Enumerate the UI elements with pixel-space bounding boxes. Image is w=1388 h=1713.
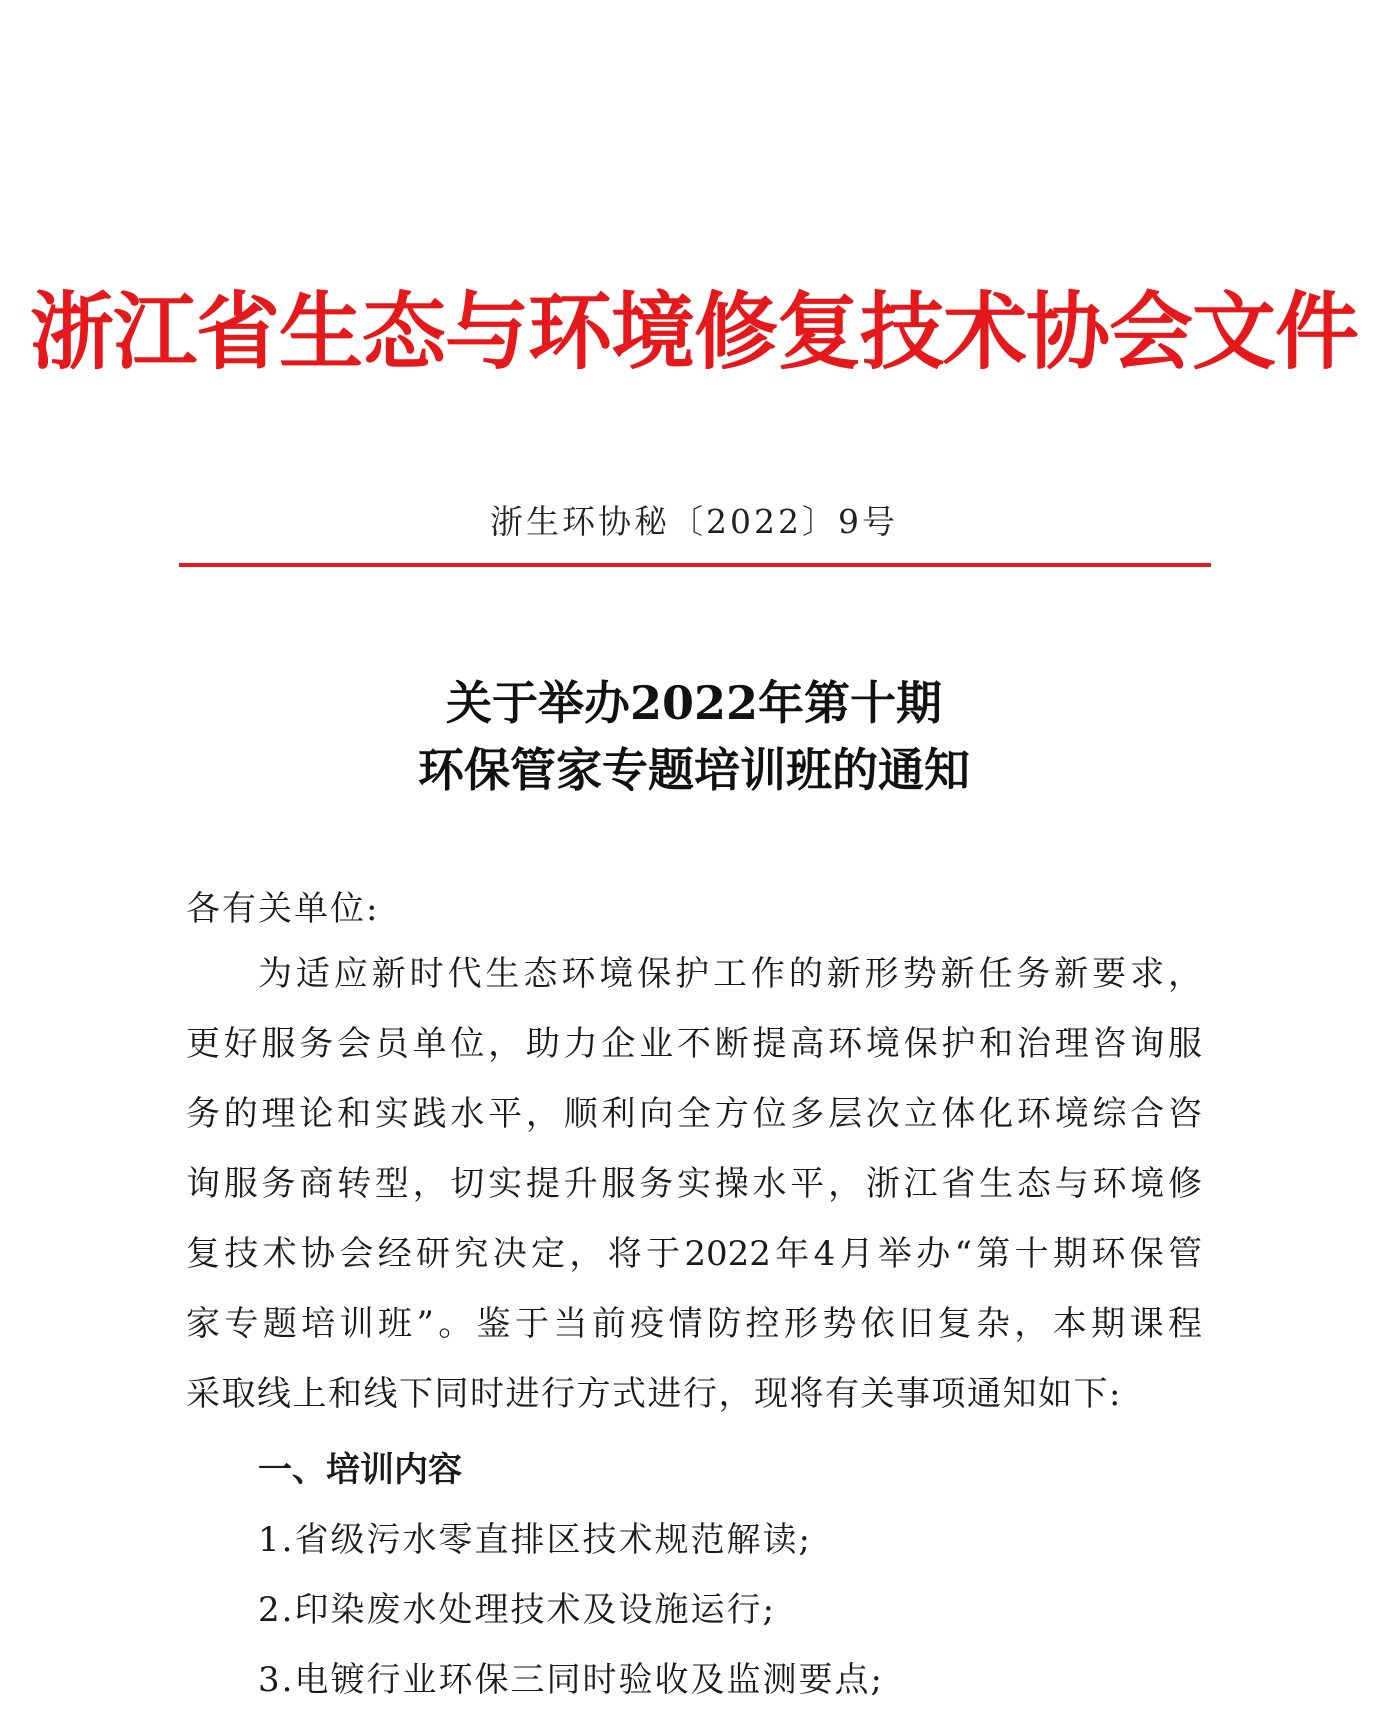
body-paragraph-line: 复技术协会经研究决定，将于2022年4月举办“第十期环保管 bbox=[186, 1234, 1202, 1274]
body-paragraph-line: 务的理论和实践水平，顺利向全方位多层次立体化环境综合咨 bbox=[186, 1094, 1202, 1134]
list-item: 1.省级污水零直排区技术规范解读; bbox=[258, 1520, 812, 1560]
document-number: 浙生环协秘〔2022〕9号 bbox=[490, 502, 898, 541]
list-item: 2.印染废水处理技术及设施运行; bbox=[258, 1590, 776, 1630]
body-paragraph-line: 更好服务会员单位，助力企业不断提高环境保护和治理咨询服 bbox=[186, 1024, 1202, 1064]
body-paragraph-line: 采取线上和线下同时进行方式进行，现将有关事项通知如下: bbox=[186, 1374, 1122, 1414]
body-paragraph-line: 询服务商转型，切实提升服务实操水平，浙江省生态与环境修 bbox=[186, 1164, 1202, 1204]
notice-title-line-2: 环保管家专题培训班的通知 bbox=[418, 743, 970, 797]
organization-header-title: 浙江省生态与环境修复技术协会文件 bbox=[29, 283, 1358, 381]
red-divider-line bbox=[179, 563, 1211, 567]
salutation: 各有关单位: bbox=[186, 889, 380, 929]
body-paragraph-line: 为适应新时代生态环境保护工作的新形势新任务新要求， bbox=[258, 954, 1202, 994]
list-item: 3.电镀行业环保三同时验收及监测要点; bbox=[258, 1660, 884, 1700]
notice-title-line-1: 关于举办2022年第十期 bbox=[445, 676, 943, 730]
section-heading-training-content: 一、培训内容 bbox=[258, 1450, 462, 1490]
body-paragraph-line: 家专题培训班”。鉴于当前疫情防控形势依旧复杂，本期课程 bbox=[186, 1304, 1202, 1344]
